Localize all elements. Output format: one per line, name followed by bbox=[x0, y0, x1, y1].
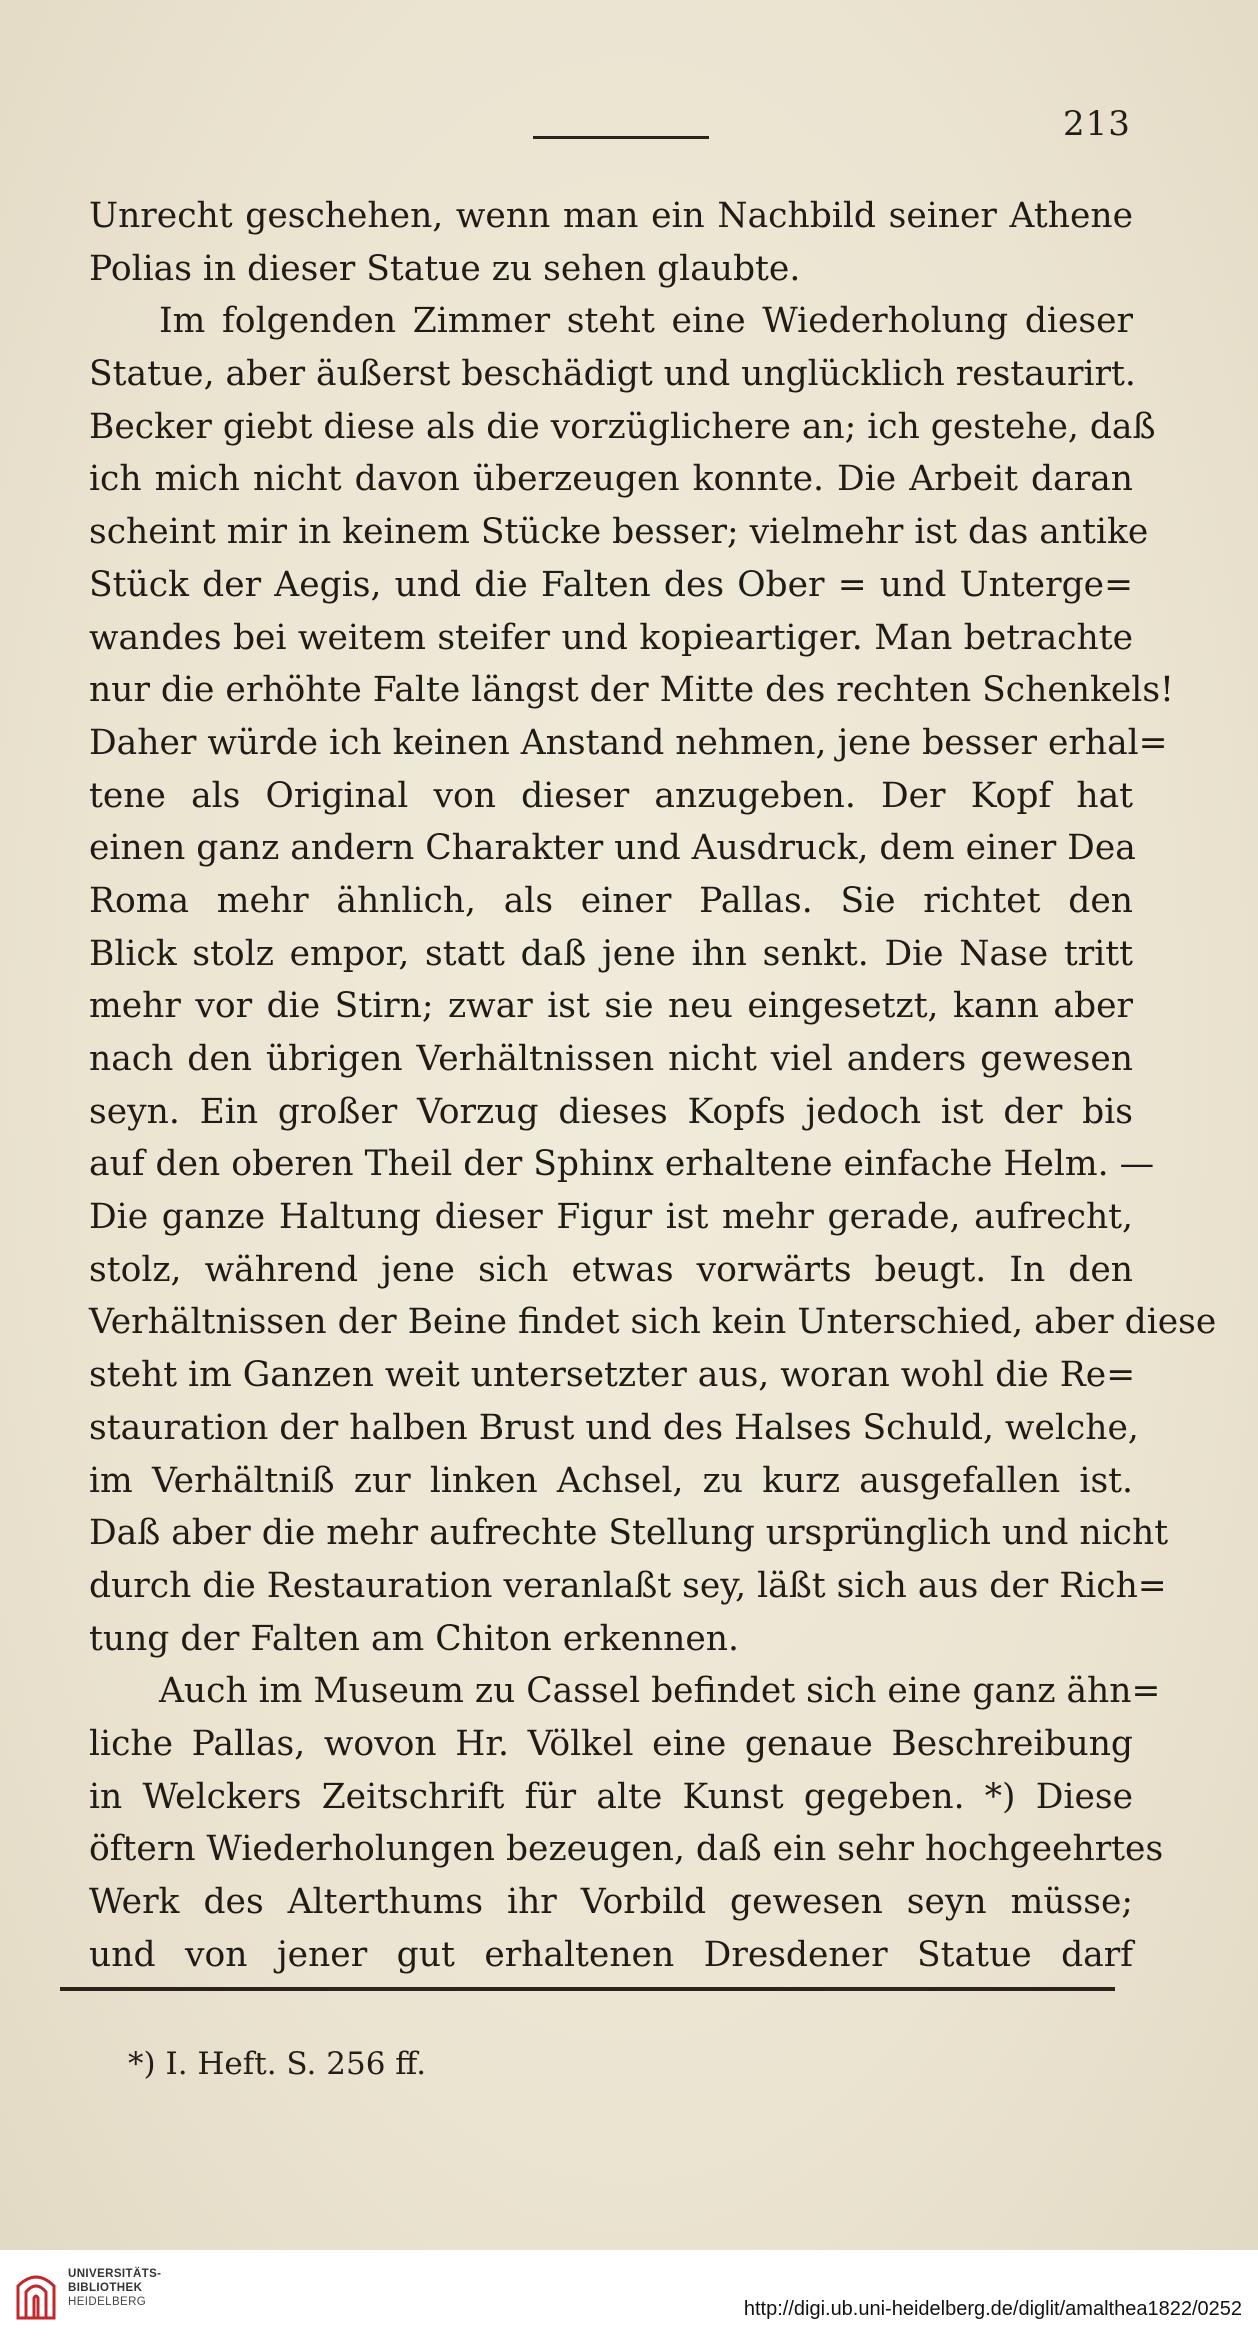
text-line: in Welckers Zeitschrift für alte Kunst gegeben. *) Diese bbox=[89, 1776, 1133, 1817]
library-name-line: BIBLIOTHEK bbox=[68, 2282, 143, 2294]
text-line: öftern Wiederholungen bezeugen, daß ein sehr hochgeehrtes bbox=[89, 1829, 1164, 1870]
text-line: seyn. Ein großer Vorzug dieses Kopfs jedoch ist der bis bbox=[89, 1091, 1133, 1132]
page-number: 213 bbox=[1063, 104, 1131, 144]
text-line: stolz, während jene sich etwas vorwärts beugt. In den bbox=[89, 1249, 1133, 1290]
text-line: einen ganz andern Charakter und Ausdruck, dem einer Dea bbox=[89, 828, 1136, 869]
text-line: liche Pallas, wovon Hr. Völkel eine genaue Beschreibung bbox=[89, 1723, 1133, 1764]
text-line: Blick stolz empor, statt daß jene ihn senkt. Die Nase tritt bbox=[89, 933, 1133, 974]
text-line: tene als Original von dieser anzugeben. Der Kopf hat bbox=[89, 775, 1133, 816]
library-logo-icon bbox=[14, 2266, 58, 2322]
text-line: tung der Falten am Chiton erkennen. bbox=[89, 1618, 739, 1659]
library-name-line: UNIVERSITÄTS- bbox=[68, 2268, 162, 2280]
text-line: Polias in dieser Statue zu sehen glaubte. bbox=[89, 248, 801, 289]
footnote: *) I. Heft. S. 256 ff. bbox=[128, 2046, 427, 2082]
source-url[interactable]: http://digi.ub.uni-heidelberg.de/diglit/amalthea1822/0252 bbox=[743, 2298, 1242, 2320]
footnote-rule bbox=[60, 1987, 1115, 1991]
text-line: ich mich nicht davon überzeugen konnte. Die Arbeit daran bbox=[89, 459, 1133, 500]
text-line: auf den oberen Theil der Sphinx erhaltene einfache Helm. — bbox=[89, 1144, 1155, 1185]
viewer-footer bbox=[0, 2250, 1258, 2336]
text-line: durch die Restauration veranlaßt sey, läßt sich aus der Rich= bbox=[89, 1565, 1167, 1606]
text-line: steht im Ganzen weit untersetzter aus, woran wohl die Re= bbox=[89, 1355, 1136, 1396]
text-line: und von jener gut erhaltenen Dresdener Statue darf bbox=[89, 1934, 1133, 1975]
text-line: Werk des Alterthums ihr Vorbild gewesen seyn müsse; bbox=[89, 1882, 1133, 1922]
text-line: Unrecht geschehen, wenn man ein Nachbild seiner Athene bbox=[89, 196, 1133, 236]
text-line: Im folgenden Zimmer steht eine Wiederholung dieser bbox=[159, 301, 1133, 342]
text-line: nur die erhöhte Falte längst der Mitte des rechten Schenkels! bbox=[89, 670, 1174, 711]
body-text bbox=[89, 190, 1217, 1981]
text-line: Stück der Aegis, und die Falten des Ober = und Unterge= bbox=[89, 564, 1133, 605]
text-line: Becker giebt diese als die vorzüglichere an; ich gestehe, daß bbox=[89, 406, 1156, 447]
library-name bbox=[68, 2267, 161, 2309]
text-line: scheint mir in keinem Stücke besser; vielmehr ist das antike bbox=[89, 512, 1149, 553]
header-rule bbox=[533, 136, 709, 139]
text-line: Roma mehr ähnlich, als einer Pallas. Sie richtet den bbox=[89, 880, 1133, 921]
text-line: Auch im Museum zu Cassel befindet sich eine ganz ähn= bbox=[159, 1671, 1161, 1712]
text-line: Verhältnissen der Beine findet sich kein Unterschied, aber diese bbox=[89, 1302, 1217, 1343]
text-line: im Verhältniß zur linken Achsel, zu kurz ausgefallen ist. bbox=[89, 1460, 1133, 1501]
text-line: Daß aber die mehr aufrechte Stellung ursprünglich und nicht bbox=[89, 1513, 1169, 1554]
text-line: nach den übrigen Verhältnissen nicht viel anders gewesen bbox=[89, 1039, 1133, 1079]
text-line: wandes bei weitem steifer und kopieartiger. Man betrachte bbox=[89, 617, 1133, 658]
text-line: stauration der halben Brust und des Halses Schuld, welche, bbox=[89, 1407, 1139, 1448]
text-line: Daher würde ich keinen Anstand nehmen, jene besser erhal= bbox=[89, 722, 1168, 763]
text-line: Statue, aber äußerst beschädigt und unglücklich restaurirt. bbox=[89, 354, 1136, 395]
text-line: Die ganze Haltung dieser Figur ist mehr gerade, aufrecht, bbox=[89, 1197, 1133, 1238]
text-line: mehr vor die Stirn; zwar ist sie neu eingesetzt, kann aber bbox=[89, 986, 1133, 1027]
library-name-line: HEIDELBERG bbox=[68, 2296, 147, 2308]
